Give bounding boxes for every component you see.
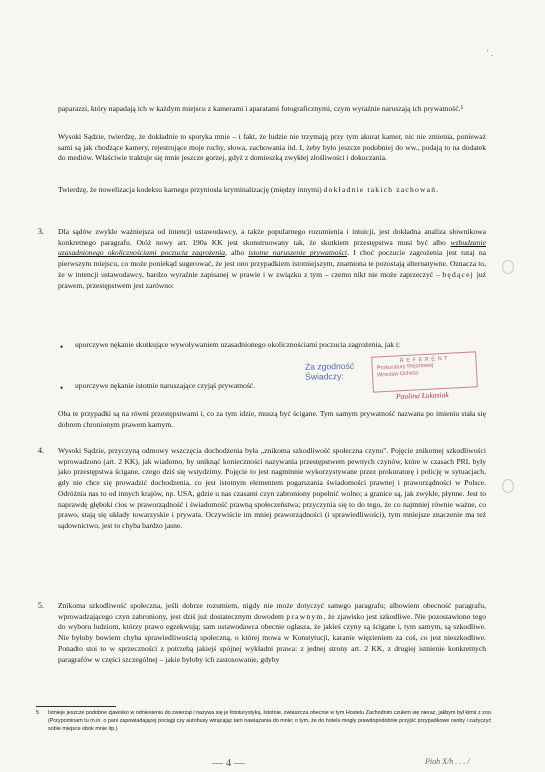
paragraph-5-body: , że zjawisko jest szkodliwe. Nie pozostawiono tego do wyboru ludziom, którzy prawo egzekwują; sam ustawodawca obecnie ogłasza, że jakieś czyny są ścigane i, tym samym, są szkodliwe. Nie byłoby bowiem chyba sprawiedliwością społeczną, o której mowa w Konstytucji, karanie więzieniem za coś, co jest nieszkodliwe. Ponadto stoi to w sprzeczności z potrzebą jakiejś spójnej wykładni prawa: z jednej strony art. 2 KK, z drugiej istnienie konkretnych paragrafów w części szczególnej – jakie byłoby ich zastosowanie, gdyby bbox=[58, 611, 487, 664]
punch-hole-upper bbox=[502, 260, 514, 274]
paragraph-3-bedacej: będącej bbox=[442, 269, 474, 279]
bullet-marker-2: • bbox=[60, 383, 64, 393]
item-number-4: 4. bbox=[38, 446, 44, 455]
nowelizacja-text: Twierdzę, że nowelizacja kodeksu karnego przyniosła kryminalizację (między innymi) bbox=[58, 185, 322, 194]
item-number-3: 3. bbox=[38, 227, 44, 236]
punch-hole-lower bbox=[502, 479, 514, 493]
paragraph-3-end: już prawem, przestępstwem jest zarówno: bbox=[58, 269, 486, 290]
paragraph-5-prawnym: prawnym bbox=[286, 611, 324, 621]
paragraph-nowelizacja bbox=[58, 185, 486, 196]
nowelizacja-spaced: dokładnie takich zachowań. bbox=[323, 185, 440, 194]
footnote-rule bbox=[36, 706, 116, 707]
handwritten-annotation: Pioh X/h . . . / bbox=[425, 757, 470, 766]
paragraph-5-intro: Znikoma szkodliwość społeczna, jeśli dobrze rozumiem, nigdy nie może dotyczyć samego paragrafu; albowiem obecność paragrafu, wprowadzającego czyn zabroniony, jest dziś już dostatecznym dowodem bbox=[58, 601, 486, 621]
footnote bbox=[36, 709, 496, 733]
paragraph-5 bbox=[58, 601, 486, 665]
paragraph-4: Wysoki Sądzie, przyczyną odmowy wszczęcia dochodzenia była „znikoma szkodliwość społeczna czynu". Pojęcie znikomej szkodliwości wprowadzono (art. 2 KK), jak wiadomo, by uniknąć konieczności nazywania przestępstwem pewnych czynów, które w czasach PRL były jako przestępstwa ścigane, czego dziś się wstydzimy. Pojęcie to jest nagminnie wykorzystywane przez prokuraturę i policję w sytuacjach, gdy nie chce się prowadzić dochodzenia, co jest istotnym elementem pogarszania świadomości prawnej i praworządności w Polsce. Odróżnia nas to od innych krajów, np. USA, gdzie u nas czasami czyn zabroniony popełnić wolno; a granice są, jak zwykle, płynne. Jest to naprawdę głęboki cios w praworządność i świadomość prawną społeczeństwa; przyczynia się to do tego, że co najmniej równie ważne, co prawo, stają się układy towarzyskie i prywata. Oczywiście im mniej praworządności (i sprawiedliwości), tym mniejsze znaczenie ma też sądownictwo, jest to chyba bardzo jasne. bbox=[58, 446, 486, 530]
bullet-marker-1: • bbox=[60, 342, 64, 352]
paragraph-3-albo: , albo bbox=[225, 248, 245, 258]
paragraph-3-term-zagrozenie: wzbudzanie uzasadnionego okolicznościami poczucia zagrożenia bbox=[58, 237, 486, 258]
page-number-handwritten: — 4 — bbox=[212, 757, 245, 769]
referent-stamp bbox=[371, 351, 478, 392]
bullet-item-1: uporczywe nękanie skutkujące wywoływaniem uzasadnionego okolicznościami poczucia zagrożenia, jak i: bbox=[75, 340, 401, 349]
footnote-number: 5 bbox=[36, 710, 39, 716]
paragraph-oba: Oba te przypadki są na równi przestępstwami i, co za tym idzie, muszą być ścigane. Tym samym prywatność nazwana po imieniu stała się dobrem chronionym prawem karnym. bbox=[58, 409, 486, 429]
item-number-5: 5. bbox=[38, 601, 44, 610]
paragraph-3-intro: Dla sądów zwykle ważniejsza od intencji ustawodawcy, a także popularnego rozumienia i intuicji, jest dokładna analiza słownikowa konkretnego paragrafu. Otóż nowy art. 190a KK jest skonstruowany tak, że skutkiem przestępstwa musi być albo bbox=[58, 227, 486, 247]
certification-stamp-line2: Świadczy: bbox=[305, 371, 344, 382]
referent-stamp-title: R E F E R E N T bbox=[399, 355, 449, 365]
referent-signature: Paulina Łukasiak bbox=[395, 390, 449, 401]
paragraph-3-body: . I choć poczucie zagrożenia jest tutaj na pierwszym miejscu, co może poniekąd sugerować, że jest ono przypadkiem istotniejszym, znamiona te pozostają alternatywne. Oznacza to, że w intencji ustawodawcy, bardzo wyraźnie zapisanej w prawie i w związku z tym – czemu nikt nie może zaprzeczyć – bbox=[58, 248, 487, 279]
bullet-item-2: uporczywe nękanie istotnie naruszające czyjąś prywatność. bbox=[75, 381, 256, 390]
corner-mark: ' . bbox=[487, 48, 494, 58]
referent-stamp-line2: Wrocław Ochota bbox=[376, 369, 419, 379]
paragraph-3 bbox=[58, 227, 486, 291]
certification-stamp-line1: Za zgodność bbox=[304, 360, 355, 372]
paragraph-paparazzi: paparazzi, który napadają ich w każdym miejscu z kamerami i aparatami fotograficznymi, czym wyraźnie naruszają ich prywatność.⁵ bbox=[58, 104, 464, 113]
footnote-text: Istnieje jeszcze podobne zjawisko w odniesieniu do zwierząt i nazywa się je fototurystyką. Istotnie, zwłaszcza obecnie w tym Hostelu Zachodnim czułem się nieraz, jakbym był kimś z zoo. (Przypominam tu m.in. o pani zapowiadającej pociągi czy autobusy wtrącając tam nawiązania do mnie; o tym, że do hotelu mogły prawdopodobnie przyjść przypadkowe osoby i zażyczyć sobie miejsce obok mnie itp.) bbox=[48, 710, 493, 733]
referent-stamp-line1: Prokuratury Rejonowej bbox=[376, 362, 434, 372]
paragraph-wysoki-sadzie-1: Wysoki Sądzie, twierdzę, że dokładnie to spotyka mnie – i fakt, że ludzie nie trzymają przy tym akurat kamer, nic nie zmienia, ponieważ sami są jak chodzące kamery, rejestrujące moje ruchy, słowa, zachowania itd. I, żeby było jeszcze podobniej do ww., podają to na dodatek do mediów. Właściwie traktuje się mnie jeszcze gorzej, gdyż z domieszką zwykłej złośliwości i dokuczania. bbox=[58, 132, 486, 163]
paragraph-3-term-prywatnosc: istotne naruszenie prywatności bbox=[248, 248, 347, 258]
